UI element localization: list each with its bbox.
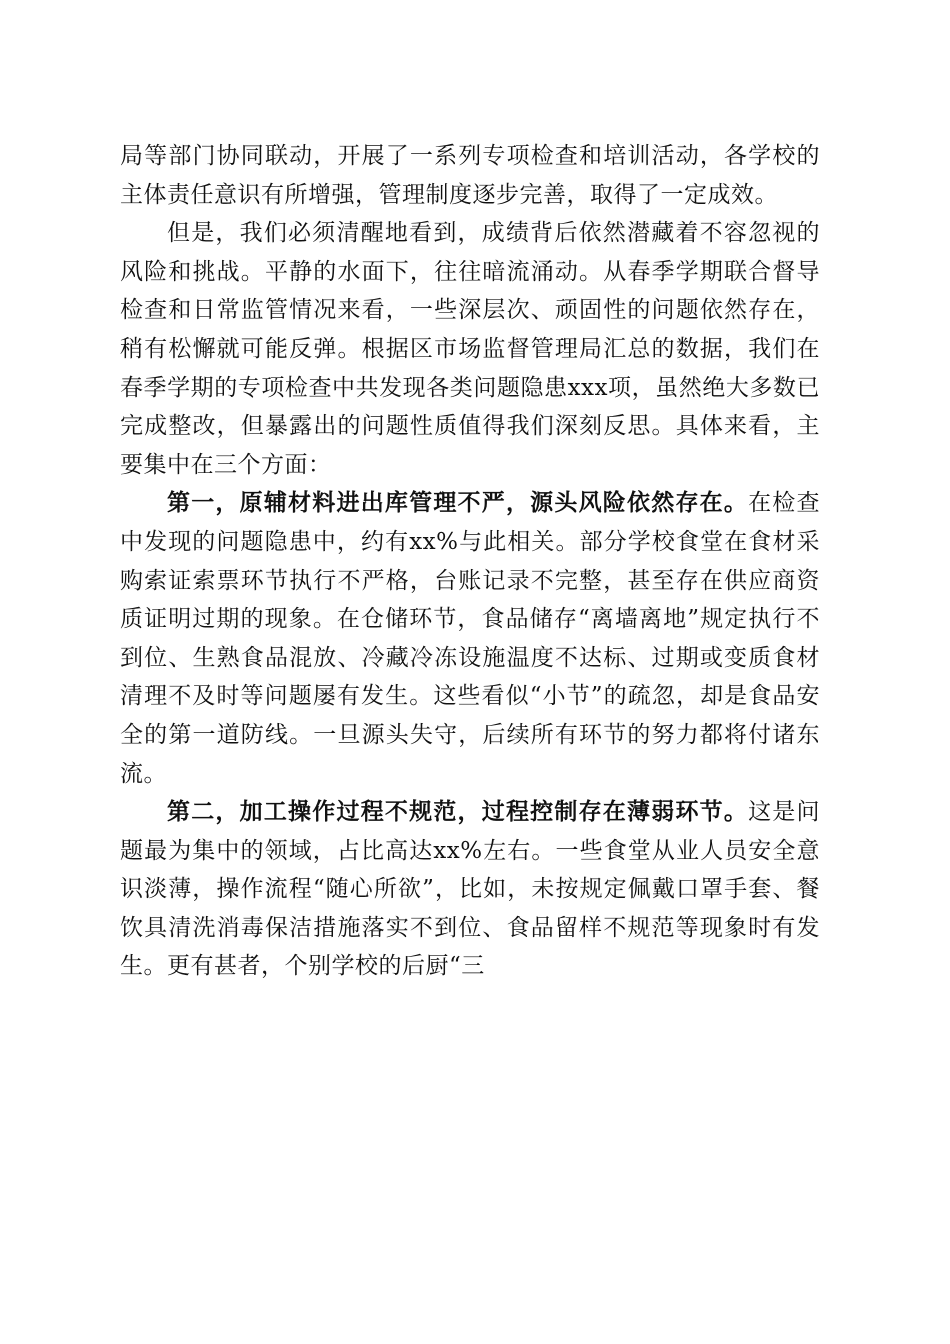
paragraph-text: 在检查中发现的问题隐患中，约有xx%与此相关。部分学校食堂在食材采购索证索票环节执行不严格，台账记录不完整，甚至存在供应商资质证明过期的现象。在仓储环节，食品储存“离墙离地”规定执行不到位、生熟食品混放、冷藏冷冻设施温度不达标、过期或变质食材清理不及时等问题屡有发生。这些看似“小节”的疏忽，却是食品安全的第一道防线。一旦源头失守，后续所有环节的努力都将付诸东流。: [120, 490, 821, 787]
paragraph-text: 这是问题最为集中的领域，占比高达xx%左右。一些食堂从业人员安全意识淡薄，操作流程“随心所欲”，比如，未按规定佩戴口罩手套、餐饮具清洗消毒保洁措施落实不到位、食品留样不规范等现象时有发生。更有甚者，个别学校的后厨“三: [120, 799, 821, 980]
paragraph-text: 但是，我们必须清醒地看到，成绩背后依然潜藏着不容忽视的风险和挑战。平静的水面下，往往暗流涌动。从春季学期联合督导检查和日常监管情况来看，一些深层次、顽固性的问题依然存在，稍有松懈就可能反弹。根据区市场监督管理局汇总的数据，我们在春季学期的专项检查中共发现各类问题隐患xxx项，虽然绝大多数已完成整改，但暴露出的问题性质值得我们深刻反思。具体来看，主要集中在三个方面：: [120, 220, 820, 478]
paragraph-lead-sentence: 第二，加工操作过程不规范，过程控制存在薄弱环节。: [167, 798, 749, 826]
paragraph-point-two: [120, 793, 820, 986]
document-body: [120, 137, 820, 986]
paragraph-point-one: [120, 484, 820, 793]
paragraph-text: 局等部门协同联动，开展了一系列专项检查和培训活动，各学校的主体责任意识有所增强，管理制度逐步完善，取得了一定成效。: [120, 143, 820, 208]
paragraph-continuation: [120, 137, 820, 214]
paragraph-risks-overview: [120, 214, 820, 484]
paragraph-lead-sentence: 第一，原辅材料进出库管理不严，源头风险依然存在。: [167, 489, 749, 517]
